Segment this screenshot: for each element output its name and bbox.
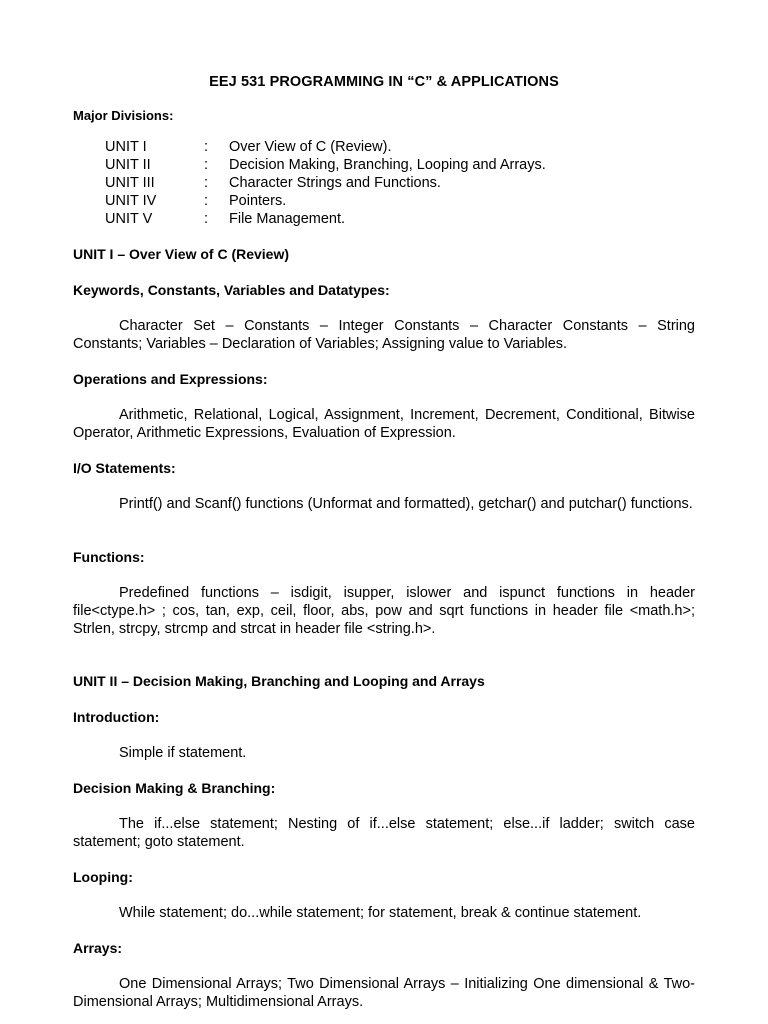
unit-description: Over View of C (Review). <box>229 139 392 155</box>
operations-heading: Operations and Expressions: <box>73 371 268 387</box>
unit-row <box>105 192 705 210</box>
unit1-heading: UNIT I – Over View of C (Review) <box>73 246 290 262</box>
arrays-text: One Dimensional Arrays; Two Dimensional Arrays – Initializing One dimensional & Two-Dimensional Arrays; Multidimensional Arrays. <box>73 976 695 1010</box>
unit-separator: : <box>204 193 209 209</box>
unit-label: UNIT IV <box>105 193 157 209</box>
unit-separator: : <box>204 175 209 191</box>
unit-row <box>105 210 705 228</box>
introduction-text: Simple if statement. <box>119 745 247 761</box>
keywords-text: Character Set – Constants – Integer Constants – Character Constants – String Constants; Variables – Declaration of Variables; Assigning value to Variables. <box>73 318 695 352</box>
io-heading: I/O Statements: <box>73 460 176 476</box>
unit-label: UNIT III <box>105 175 155 191</box>
introduction-heading: Introduction: <box>73 709 160 725</box>
unit-row <box>105 174 705 192</box>
unit-description: Pointers. <box>229 193 287 209</box>
unit-row <box>105 138 705 156</box>
unit-row <box>105 156 705 174</box>
unit-list <box>105 138 705 228</box>
decision-heading: Decision Making & Branching: <box>73 780 276 796</box>
io-text: Printf() and Scanf() functions (Unformat and formatted), getchar() and putchar() functions. <box>119 496 693 512</box>
unit-separator: : <box>204 139 209 155</box>
unit-label: UNIT II <box>105 157 151 173</box>
keywords-heading: Keywords, Constants, Variables and Datatypes: <box>73 282 390 298</box>
unit-label: UNIT V <box>105 211 153 227</box>
functions-heading: Functions: <box>73 549 145 565</box>
unit-separator: : <box>204 211 209 227</box>
unit-description: File Management. <box>229 211 346 227</box>
looping-heading: Looping: <box>73 869 133 885</box>
unit-separator: : <box>204 157 209 173</box>
unit-description: Decision Making, Branching, Looping and Arrays. <box>229 157 546 173</box>
page-title: EEJ 531 PROGRAMMING IN “C” & APPLICATIONS <box>209 74 559 90</box>
functions-text: Predefined functions – isdigit, isupper, islower and ispunct functions in header file<ctype.h> ; cos, tan, exp, ceil, floor, abs, pow and sqrt functions in header file <math.h>; Strlen, strcpy, strcmp and strcat in header file <string.h>. <box>73 585 695 637</box>
operations-text: Arithmetic, Relational, Logical, Assignment, Increment, Decrement, Conditional, Bitwise Operator, Arithmetic Expressions, Evaluation of Expression. <box>73 407 695 441</box>
unit2-heading: UNIT II – Decision Making, Branching and Looping and Arrays <box>73 673 485 689</box>
looping-text: While statement; do...while statement; for statement, break & continue statement. <box>119 905 642 921</box>
unit-description: Character Strings and Functions. <box>229 175 441 191</box>
major-divisions-heading: Major Divisions: <box>73 108 174 123</box>
arrays-heading: Arrays: <box>73 940 123 956</box>
decision-text: The if...else statement; Nesting of if...else statement; else...if ladder; switch case statement; goto statement. <box>73 816 695 850</box>
unit-label: UNIT I <box>105 139 147 155</box>
